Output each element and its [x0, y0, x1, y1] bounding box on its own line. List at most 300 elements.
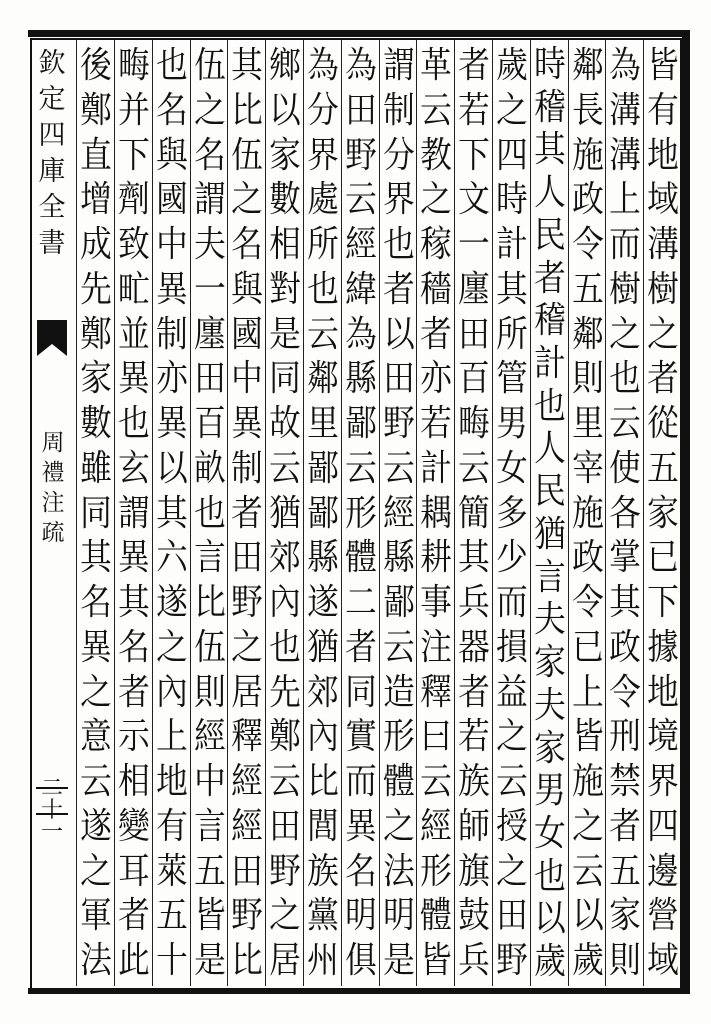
column-char: 萊: [155, 850, 188, 892]
column-char: 女: [533, 812, 566, 854]
column-char: 猶: [269, 492, 301, 534]
column-char: 家: [269, 134, 301, 176]
column-char: 則: [193, 671, 226, 713]
column-char: 者: [382, 268, 415, 310]
column-char: 耳: [118, 850, 150, 892]
text-column: [266, 44, 304, 984]
column-char: 田: [344, 89, 377, 131]
column-char: 言: [193, 537, 226, 579]
column-char: 邊: [647, 850, 679, 892]
column-char: 異: [118, 358, 150, 400]
column-char: 皆: [193, 895, 226, 937]
column-char: 名: [344, 850, 377, 892]
column-char: 禁: [609, 761, 642, 802]
column-char: 則: [571, 358, 604, 400]
column-char: 溝: [609, 134, 642, 176]
column-char: 伍: [193, 626, 226, 668]
column-char: 軍: [80, 895, 112, 937]
column-char: 族: [458, 761, 490, 802]
column-char: 經: [344, 224, 377, 265]
column-char: 也: [533, 855, 566, 897]
column-char: 處: [307, 179, 339, 221]
text-column: [228, 44, 266, 984]
column-char: 有: [647, 89, 679, 131]
column-char: 制: [155, 313, 188, 355]
column-char: 并: [118, 89, 150, 131]
column-char: 之: [193, 89, 226, 131]
column-char: 野: [382, 403, 415, 444]
column-char: 事: [420, 582, 453, 623]
column-char: 二: [344, 582, 377, 623]
column-char: 而: [609, 224, 642, 265]
text-column: [115, 44, 153, 984]
column-char: 對: [269, 268, 301, 310]
column-char: 形: [382, 716, 415, 758]
column-char: 施: [571, 761, 604, 802]
column-char: 使: [609, 447, 642, 489]
column-char: 歲: [571, 940, 604, 981]
column-char: 其: [609, 582, 642, 623]
column-char: 田: [496, 895, 528, 937]
column-char: 令: [571, 582, 604, 623]
column-char: 耦: [420, 492, 453, 534]
column-char: 之: [609, 313, 642, 355]
column-char: 者: [118, 671, 150, 713]
column-char: 云: [80, 761, 112, 802]
column-char: 內: [269, 582, 301, 623]
column-char: 多: [496, 492, 528, 534]
column-char: 旗: [458, 850, 490, 892]
column-char: 中: [193, 761, 226, 802]
column-char: 以: [155, 447, 188, 489]
fishtail-mark-icon: [35, 318, 69, 358]
column-char: 百: [458, 358, 490, 400]
column-char: 域: [647, 940, 679, 981]
column-char: 五: [193, 850, 226, 892]
column-char: 云: [571, 850, 604, 892]
column-char: 兵: [458, 940, 490, 981]
column-char: 而: [344, 761, 377, 802]
column-char: 據: [647, 626, 679, 668]
column-char: 中: [155, 224, 188, 265]
column-char: 下: [118, 134, 150, 176]
column-char: 施: [571, 492, 604, 534]
column-char: 成: [80, 224, 112, 265]
column-char: 家: [80, 358, 112, 400]
column-char: 明: [382, 895, 415, 937]
column-char: 玄: [118, 447, 150, 489]
column-char: 云: [609, 403, 642, 444]
column-char: 計: [420, 447, 453, 489]
column-char: 人: [533, 172, 566, 214]
column-char: 名: [155, 89, 188, 131]
column-char: 中: [231, 358, 264, 400]
collection-title-char: 欽: [38, 48, 66, 79]
column-char: 異: [80, 626, 112, 668]
column-char: 造: [382, 671, 415, 713]
column-char: 男: [496, 403, 528, 444]
column-char: 制: [382, 89, 415, 131]
column-char: 形: [344, 492, 377, 534]
column-char: 者: [609, 805, 642, 847]
column-char: 野: [231, 582, 264, 623]
column-char: 若: [420, 403, 453, 444]
column-char: 從: [647, 403, 679, 444]
column-char: 廛: [193, 313, 226, 355]
column-char: 名: [193, 134, 226, 176]
column-char: 政: [609, 626, 642, 668]
column-char: 之: [420, 179, 453, 221]
column-char: 經: [382, 492, 415, 534]
column-char: 縣: [344, 358, 377, 400]
column-char: 經: [193, 716, 226, 758]
column-char: 相: [269, 224, 301, 265]
column-char: 內: [155, 671, 188, 713]
column-char: 遂: [155, 582, 188, 623]
column-char: 其: [155, 492, 188, 534]
text-column: [191, 44, 229, 984]
column-char: 名: [118, 626, 150, 668]
column-char: 與: [155, 134, 188, 176]
column-char: 溝: [609, 89, 642, 131]
column-char: 州: [307, 940, 339, 981]
column-char: 也: [269, 626, 301, 668]
column-char: 則: [609, 940, 642, 981]
frame-right-border: [682, 36, 690, 992]
column-char: 之: [647, 313, 679, 355]
column-char: 其: [458, 537, 490, 579]
text-column: [644, 44, 682, 984]
column-char: 緯: [344, 268, 377, 310]
column-char: 鄰: [307, 358, 339, 400]
column-char: 田: [269, 805, 301, 847]
column-char: 所: [496, 313, 528, 355]
column-char: 五: [571, 268, 604, 310]
column-char: 劑: [118, 179, 150, 221]
column-char: 教: [420, 134, 453, 176]
frame-top-border: [28, 30, 690, 37]
column-char: 已: [647, 537, 679, 579]
column-char: 猶: [307, 626, 339, 668]
column-char: 為: [344, 45, 377, 86]
column-char: 境: [647, 716, 679, 758]
column-char: 令: [571, 224, 604, 265]
column-char: 致: [118, 224, 150, 265]
column-char: 直: [80, 134, 112, 176]
column-char: 異: [231, 403, 264, 444]
column-char: 域: [647, 179, 679, 221]
column-char: 時: [533, 44, 566, 85]
column-char: 變: [118, 805, 150, 847]
column-char: 之: [269, 895, 301, 937]
column-char: 為: [344, 313, 377, 355]
column-char: 名: [80, 582, 112, 623]
collection-title-char: 庫: [38, 156, 66, 187]
column-char: 郊: [307, 671, 339, 713]
column-char: 甿: [118, 268, 150, 310]
column-char: 縣: [307, 537, 339, 579]
column-char: 令: [609, 671, 642, 713]
column-char: 之: [571, 805, 604, 847]
column-char: 云: [269, 761, 301, 802]
column-char: 五: [155, 895, 188, 937]
column-char: 歲: [496, 45, 528, 86]
column-char: 鄙: [307, 447, 339, 489]
column-char: 國: [155, 179, 188, 221]
column-char: 民: [533, 214, 566, 256]
column-char: 也: [155, 45, 188, 86]
column-char: 鄙: [382, 582, 415, 623]
column-char: 兵: [458, 582, 490, 623]
column-char: 之: [382, 805, 415, 847]
column-char: 上: [571, 671, 604, 713]
column-char: 男: [533, 770, 566, 812]
column-char: 之: [155, 626, 188, 668]
column-char: 云: [344, 179, 377, 221]
column-char: 分: [307, 89, 339, 131]
column-char: 師: [458, 805, 490, 847]
column-char: 謂: [382, 45, 415, 86]
column-char: 野: [496, 940, 528, 981]
column-char: 野: [231, 895, 264, 937]
column-char: 田: [193, 358, 226, 400]
column-char: 稽: [533, 300, 566, 342]
column-char: 云: [382, 447, 415, 489]
column-char: 有: [155, 805, 188, 847]
column-char: 經: [420, 805, 453, 847]
column-char: 樹: [609, 268, 642, 310]
column-char: 一: [458, 224, 490, 265]
column-char: 以: [269, 89, 301, 131]
column-char: 異: [118, 537, 150, 579]
column-char: 閭: [307, 805, 339, 847]
column-char: 異: [155, 268, 188, 310]
text-column: [342, 44, 380, 984]
column-char: 言: [533, 556, 566, 598]
column-char: 皆: [647, 45, 679, 86]
column-char: 注: [420, 626, 453, 668]
column-char: 授: [496, 805, 528, 847]
column-char: 云: [420, 89, 453, 131]
column-char: 營: [647, 895, 679, 937]
column-char: 計: [533, 343, 566, 385]
column-char: 已: [571, 626, 604, 668]
column-char: 之: [80, 850, 112, 892]
column-char: 比: [231, 89, 264, 131]
column-char: 雖: [80, 447, 112, 489]
column-char: 者: [420, 313, 453, 355]
column-char: 五: [609, 850, 642, 892]
column-char: 經: [231, 805, 264, 847]
column-char: 皆: [571, 716, 604, 758]
column-char: 夫: [533, 684, 566, 726]
column-char: 者: [231, 492, 264, 534]
book-title-char: 周: [41, 430, 65, 456]
column-char: 其: [533, 129, 566, 171]
column-char: 者: [458, 671, 490, 713]
column-char: 之: [496, 850, 528, 892]
column-char: 六: [155, 537, 188, 579]
column-char: 曰: [420, 716, 453, 758]
column-char: 鄙: [344, 403, 377, 444]
column-char: 釋: [231, 716, 264, 758]
column-char: 掌: [609, 537, 642, 579]
column-char: 名: [231, 224, 264, 265]
column-char: 四: [496, 134, 528, 176]
column-char: 計: [496, 224, 528, 265]
column-char: 野: [269, 850, 301, 892]
book-title-char: 疏: [41, 520, 65, 546]
column-char: 里: [571, 403, 604, 444]
column-char: 之: [496, 716, 528, 758]
column-char: 與: [231, 268, 264, 310]
column-char: 形: [420, 850, 453, 892]
column-char: 稼: [420, 224, 453, 265]
column-char: 體: [382, 761, 415, 802]
column-char: 云: [382, 626, 415, 668]
text-column: [77, 44, 115, 984]
column-char: 穡: [420, 268, 453, 310]
column-char: 上: [155, 716, 188, 758]
column-char: 畮: [118, 45, 150, 86]
column-char: 一: [193, 268, 226, 310]
column-char: 歲: [533, 941, 566, 983]
column-char: 族: [307, 850, 339, 892]
column-char: 明: [344, 895, 377, 937]
column-char: 田: [231, 850, 264, 892]
column-char: 猶: [533, 513, 566, 555]
column-char: 十: [155, 940, 188, 981]
column-char: 鄉: [269, 45, 301, 86]
column-char: 文: [458, 179, 490, 221]
column-char: 之: [231, 179, 264, 221]
column-char: 之: [231, 626, 264, 668]
column-char: 謂: [193, 179, 226, 221]
column-char: 以: [571, 895, 604, 937]
column-char: 其: [118, 582, 150, 623]
column-char: 界: [382, 179, 415, 221]
column-char: 經: [231, 761, 264, 802]
column-char: 五: [647, 447, 679, 489]
column-char: 人: [533, 428, 566, 470]
column-char: 縣: [382, 537, 415, 579]
column-char: 器: [458, 626, 490, 668]
column-char: 畮: [458, 403, 490, 444]
column-char: 夫: [193, 224, 226, 265]
column-char: 者: [118, 895, 150, 937]
column-char: 鄙: [307, 492, 339, 534]
column-char: 地: [155, 761, 188, 802]
column-char: 田: [382, 358, 415, 400]
column-char: 益: [496, 671, 528, 713]
collection-title-char: 四: [38, 120, 66, 151]
column-char: 遂: [307, 582, 339, 623]
column-char: 四: [647, 805, 679, 847]
column-char: 時: [496, 179, 528, 221]
column-char: 少: [496, 537, 528, 579]
column-char: 也: [307, 268, 339, 310]
text-column: [417, 44, 455, 984]
column-char: 故: [269, 403, 301, 444]
column-char: 所: [307, 224, 339, 265]
column-char: 夫: [533, 599, 566, 641]
column-char: 異: [344, 805, 377, 847]
column-char: 下: [647, 582, 679, 623]
book-title: [38, 428, 68, 548]
column-char: 先: [80, 268, 112, 310]
column-char: 地: [647, 671, 679, 713]
collection-title: [36, 46, 68, 262]
column-rule: [76, 40, 77, 986]
column-char: 里: [307, 403, 339, 444]
column-char: 也: [193, 492, 226, 534]
column-char: 者: [458, 45, 490, 86]
column-char: 遂: [80, 805, 112, 847]
column-char: 而: [496, 582, 528, 623]
column-char: 者: [533, 257, 566, 299]
book-title-char: 禮: [41, 460, 65, 486]
column-char: 若: [458, 716, 490, 758]
column-char: 家: [647, 492, 679, 534]
column-char: 若: [458, 89, 490, 131]
column-char: 上: [609, 179, 642, 221]
collection-title-char: 全: [38, 192, 66, 223]
column-char: 數: [269, 179, 301, 221]
column-char: 耕: [420, 537, 453, 579]
column-char: 家: [609, 895, 642, 937]
column-char: 田: [458, 313, 490, 355]
text-column: [606, 44, 644, 984]
column-char: 是: [193, 940, 226, 981]
column-char: 比: [193, 582, 226, 623]
column-char: 簡: [458, 492, 490, 534]
column-char: 比: [307, 761, 339, 802]
column-char: 其: [80, 537, 112, 579]
column-char: 界: [647, 761, 679, 802]
column-char: 是: [269, 313, 301, 355]
column-char: 云: [496, 761, 528, 802]
column-char: 樹: [647, 268, 679, 310]
column-char: 也: [382, 224, 415, 265]
column-char: 居: [231, 671, 264, 713]
column-char: 各: [609, 492, 642, 534]
column-char: 者: [344, 626, 377, 668]
book-title-char: 注: [41, 490, 65, 516]
column-char: 地: [647, 134, 679, 176]
column-char: 體: [344, 537, 377, 579]
column-char: 宰: [571, 447, 604, 489]
column-char: 俱: [344, 940, 377, 981]
column-char: 言: [193, 805, 226, 847]
column-char: 鄭: [80, 313, 112, 355]
column-char: 界: [307, 134, 339, 176]
column-char: 民: [533, 471, 566, 513]
text-column: [569, 44, 607, 984]
column-char: 此: [118, 940, 150, 981]
column-char: 以: [382, 313, 415, 355]
column-char: 之: [80, 671, 112, 713]
column-char: 制: [231, 447, 264, 489]
column-char: 也: [533, 385, 566, 427]
column-char: 示: [118, 716, 150, 758]
column-char: 也: [609, 358, 642, 400]
column-char: 野: [344, 134, 377, 176]
column-char: 廛: [458, 268, 490, 310]
column-char: 意: [80, 716, 112, 758]
column-char: 政: [571, 537, 604, 579]
text-column: [380, 44, 418, 984]
column-char: 先: [269, 671, 301, 713]
